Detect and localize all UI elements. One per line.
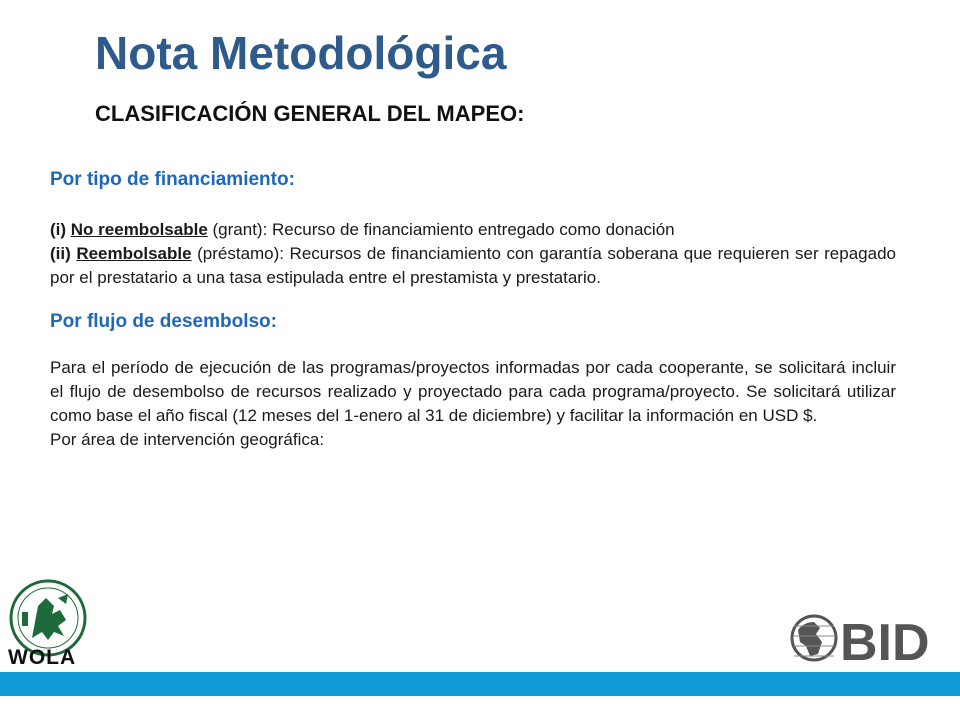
bid-logo-text: BID bbox=[840, 614, 930, 668]
item-term: No reembolsable bbox=[70, 220, 208, 239]
footer-bar bbox=[0, 672, 960, 696]
item-term: Reembolsable bbox=[76, 244, 192, 263]
slide-subtitle: CLASIFICACIÓN GENERAL DEL MAPEO: bbox=[95, 101, 525, 126]
section-heading-financing: Por tipo de financiamiento: bbox=[50, 169, 295, 190]
item-marker: (ii) bbox=[50, 244, 71, 263]
geographic-area-line: Por área de intervención geográfica: bbox=[50, 430, 325, 449]
slide-title: Nota Metodológica bbox=[95, 27, 507, 79]
item-non-refundable bbox=[50, 218, 896, 242]
item-marker: (i) bbox=[50, 220, 67, 239]
item-text: (préstamo): Recursos de financiamiento con garantía soberana que requieren ser repagado por el prestatario a una tasa estipulada entre el prestamista y prestatario. bbox=[50, 244, 896, 287]
bid-logo bbox=[790, 608, 938, 668]
wola-logo-text: WOLA bbox=[8, 646, 77, 669]
item-refundable bbox=[50, 242, 896, 290]
section-heading-disbursement: Por flujo de desembolso: bbox=[50, 311, 277, 332]
item-text: (grant): Recurso de financiamiento entregado como donación bbox=[207, 220, 675, 239]
disbursement-paragraph: Para el período de ejecución de las programas/proyectos informadas por cada cooperante, se solicitará incluir el flujo de desembolso de recursos realizado y proyectado para cada programa/proyecto. Se solicitará utilizar como base el año fiscal (12 meses del 1-enero al 31 de diciembre) y facilitar la información en USD $. bbox=[50, 358, 896, 425]
slide-body bbox=[50, 168, 896, 452]
